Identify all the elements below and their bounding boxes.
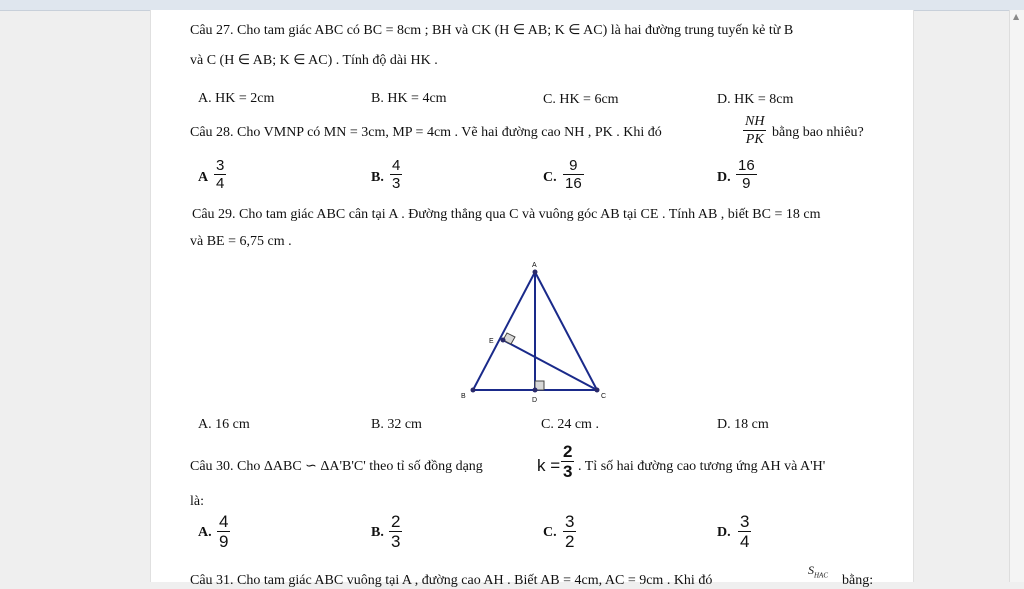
q29-triangle-figure — [455, 256, 615, 406]
q28-option-a-label: A — [198, 170, 209, 185]
q29-line2: và BE = 6,75 cm . — [190, 234, 292, 249]
q29-option-a: A. 16 cm — [198, 417, 250, 432]
denominator: 3 — [391, 532, 401, 551]
q30-question-tail: . Tỉ số hai đường cao tương ứng AH và A'H' — [578, 459, 826, 474]
q28-question-tail: bằng bao nhiêu? — [772, 125, 864, 140]
numerator: 3 — [565, 512, 575, 531]
numerator: 2 — [563, 442, 573, 461]
denominator: 16 — [565, 175, 582, 192]
denominator: 3 — [392, 175, 401, 192]
q30-option-a-fraction — [217, 513, 230, 550]
area-symbol: S — [808, 563, 814, 577]
q28-option-b-label: B. — [371, 170, 384, 185]
point-label-c: C — [601, 393, 607, 400]
q29-line1: Câu 29. Cho tam giác ABC cân tại A . Đường thẳng qua C và vuông góc AB tại CE . Tính AB , biết BC = 18 cm — [192, 207, 821, 222]
numerator: 4 — [392, 157, 401, 174]
denominator: 9 — [742, 175, 751, 192]
q30-option-b-label: B. — [371, 525, 384, 540]
q30-option-a-label: A. — [198, 525, 212, 540]
q30-question-text: Câu 30. Cho ΔABC ∽ ΔA'B'C' theo tỉ số đồng dạng — [190, 459, 483, 474]
q29-option-d: D. 18 cm — [717, 417, 769, 432]
q30-line2: là: — [190, 494, 204, 509]
denominator: 4 — [216, 175, 225, 192]
q27-line2: và C (H ∈ AB; K ∈ AC) . Tính độ dài HK . — [190, 53, 438, 68]
q28-ratio-numerator: NH — [745, 114, 765, 129]
q28-option-c-fraction — [563, 158, 584, 191]
q27-option-c: C. HK = 6cm — [543, 92, 619, 107]
segment-ab — [473, 272, 535, 390]
numerator: 16 — [738, 157, 755, 174]
vertical-scrollbar[interactable] — [1009, 10, 1024, 582]
denominator: 3 — [563, 462, 573, 481]
q30-k-fraction — [561, 443, 574, 480]
q28-option-b-fraction — [390, 158, 402, 191]
numerator: 2 — [391, 512, 401, 531]
numerator: 3 — [216, 157, 225, 174]
segment-ac — [535, 272, 597, 390]
point-label-b: B — [461, 393, 466, 400]
denominator: 4 — [740, 532, 750, 551]
q27-line1: Câu 27. Cho tam giác ABC có BC = 8cm ; BH và CK (H ∈ AB; K ∈ AC) là hai đường trung tuyến kẻ từ B — [190, 23, 794, 38]
q31-partial-tail: bằng: — [842, 573, 874, 588]
q28-ratio-denominator: PK — [745, 132, 764, 147]
q28-option-c-label: C. — [543, 170, 557, 185]
q27-option-a: A. HK = 2cm — [198, 91, 275, 106]
area-subscript: HAC — [814, 571, 828, 580]
q29-option-c: C. 24 cm . — [541, 417, 599, 432]
numerator: 4 — [219, 512, 229, 531]
scroll-up-icon[interactable]: ▲ — [1013, 12, 1020, 21]
q30-option-d-label: D. — [717, 525, 731, 540]
q29-option-b: B. 32 cm — [371, 417, 422, 432]
q31-partial-text: Câu 31. Cho tam giác ABC vuông tại A , đường cao AH . Biết AB = 4cm, AC = 9cm . Khi đó — [190, 573, 713, 588]
numerator: 3 — [740, 512, 750, 531]
denominator: 2 — [565, 532, 575, 551]
q28-option-d-fraction — [736, 158, 757, 191]
q30-option-c-label: C. — [543, 525, 557, 540]
q28-question-text: Câu 28. Cho VMNP có MN = 3cm, MP = 4cm . Vẽ hai đường cao NH , PK . Khi đó — [190, 125, 662, 140]
denominator: 9 — [219, 532, 229, 551]
q28-option-a-fraction — [214, 158, 226, 191]
point-label-d: D — [532, 397, 538, 404]
q31-area-numerator — [808, 562, 828, 583]
q30-option-d-fraction — [738, 513, 751, 550]
point-label-e: E — [489, 338, 494, 345]
q30-k-label: k = — [537, 456, 561, 475]
q30-option-c-fraction — [563, 513, 576, 550]
q28-ratio-fraction — [743, 114, 766, 147]
q28-option-d-label: D. — [717, 170, 731, 185]
q27-option-d: D. HK = 8cm — [717, 92, 794, 107]
point-label-a: A — [532, 262, 537, 269]
fraction-bar — [743, 130, 766, 131]
numerator: 9 — [569, 157, 578, 174]
q30-option-b-fraction — [389, 513, 402, 550]
q27-option-b: B. HK = 4cm — [371, 91, 447, 106]
